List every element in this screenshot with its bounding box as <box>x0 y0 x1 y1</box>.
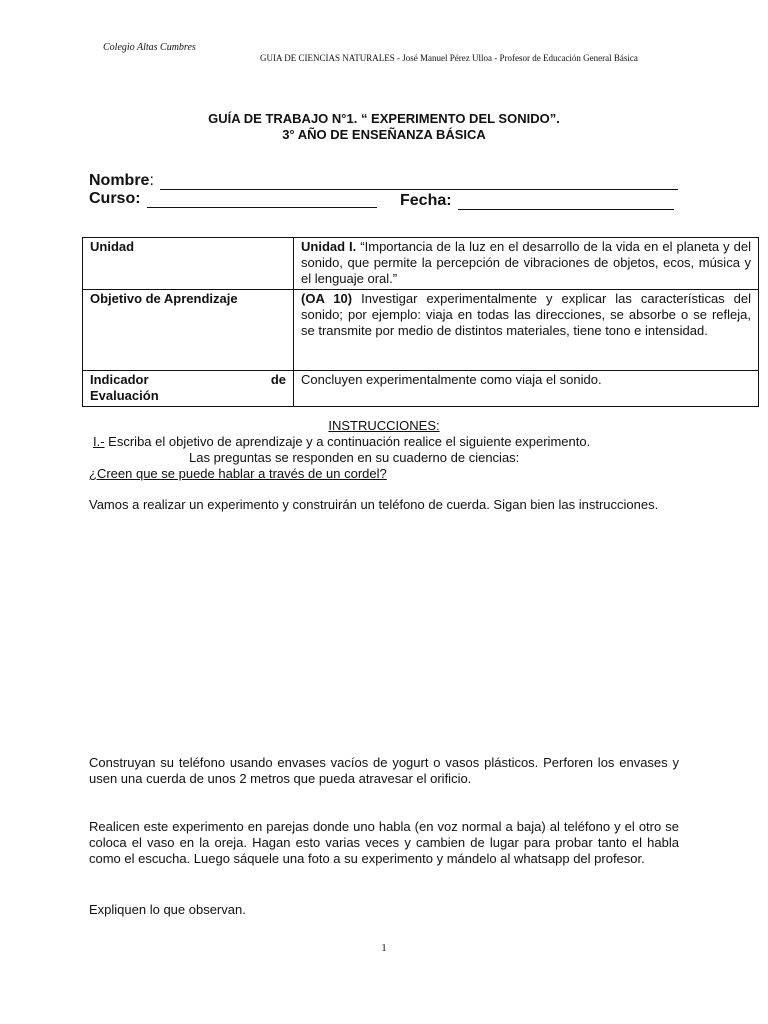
indicador-label-part2: de <box>270 372 286 387</box>
unidad-title: Unidad I. <box>301 239 357 254</box>
nombre-label: Nombre <box>89 172 150 189</box>
nombre-colon: : <box>149 172 154 189</box>
fecha-label: Fecha: <box>400 192 452 209</box>
unidad-label: Unidad <box>83 238 294 290</box>
table-row <box>83 238 759 290</box>
indicador-label-part3: Evaluación <box>90 388 159 403</box>
nombre-field <box>89 172 678 190</box>
build-paragraph: Construyan su teléfono usando envases vacíos de yogurt o vasos plásticos. Perforen los envases y usen una cuerda de unos 2 metros que pueda atravesar el orificio. <box>89 755 679 786</box>
indicador-value: Concluyen experimentalmente como viaja el sonido. <box>294 371 759 407</box>
objetivo-description: Investigar experimentalmente y explicar las características del sonido; por ejemplo: viaja en todas las direcciones, se absorbe o se refleja, se transmite por medio de distintos materiales, tiene tono e intensidad. <box>301 291 752 338</box>
objetivo-label: Objetivo de Aprendizaje <box>83 290 294 371</box>
fecha-field <box>400 192 674 210</box>
step-one <box>93 434 693 450</box>
worksheet-title: GUÍA DE TRABAJO N°1. “ EXPERIMENTO DEL SONIDO”. <box>208 111 560 126</box>
questions-note: Las preguntas se responden en su cuaderno de ciencias: <box>189 450 520 465</box>
objetivo-code: (OA 10) <box>301 291 353 306</box>
unidad-value <box>294 238 759 290</box>
nombre-blank[interactable] <box>160 177 678 190</box>
indicador-label <box>83 371 294 407</box>
objetivo-value <box>294 290 759 371</box>
unidad-description: “Importancia de la luz en el desarrollo de la vida en el planeta y del sonido, que permite la percepción de vibraciones de objetos, ecos, música y el lenguaje oral.” <box>301 239 752 286</box>
table-row <box>83 371 759 407</box>
step-text: Escriba el objetivo de aprendizaje y a continuación realice el siguiente experimento. <box>104 434 591 449</box>
page-number: 1 <box>381 942 387 954</box>
experiment-paragraph: Realicen este experimento en parejas donde uno habla (en voz normal a baja) al teléfono y el otro se coloca el vaso en la oreja. Hagan esto varias veces y cambien de lugar para probar tanto el habla como el escucha. Luego sáquele una foto a su experimento y mándelo al whatsapp del profesor. <box>89 819 679 866</box>
curso-label: Curso: <box>89 190 141 207</box>
curso-blank[interactable] <box>147 195 377 208</box>
school-name: Colegio Altas Cumbres <box>103 42 196 53</box>
unit-info-table <box>82 237 759 407</box>
table-row <box>83 290 759 371</box>
explain-paragraph: Expliquen lo que observan. <box>89 902 246 917</box>
grade-level: 3° AÑO DE ENSEÑANZA BÁSICA <box>282 127 486 142</box>
guide-header: GUIA DE CIENCIAS NATURALES - José Manuel Pérez Ulloa - Profesor de Educación General Básica <box>260 53 638 63</box>
step-number: I.- <box>93 434 105 449</box>
intro-paragraph: Vamos a realizar un experimento y construirán un teléfono de cuerda. Sigan bien las instrucciones. <box>89 497 659 512</box>
curso-field <box>89 190 377 208</box>
indicador-label-part1: Indicador <box>90 372 149 387</box>
main-question: ¿Creen que se puede hablar a través de un cordel? <box>89 466 387 481</box>
fecha-blank[interactable] <box>458 197 674 210</box>
instructions-heading: INSTRUCCIONES: <box>328 418 440 433</box>
